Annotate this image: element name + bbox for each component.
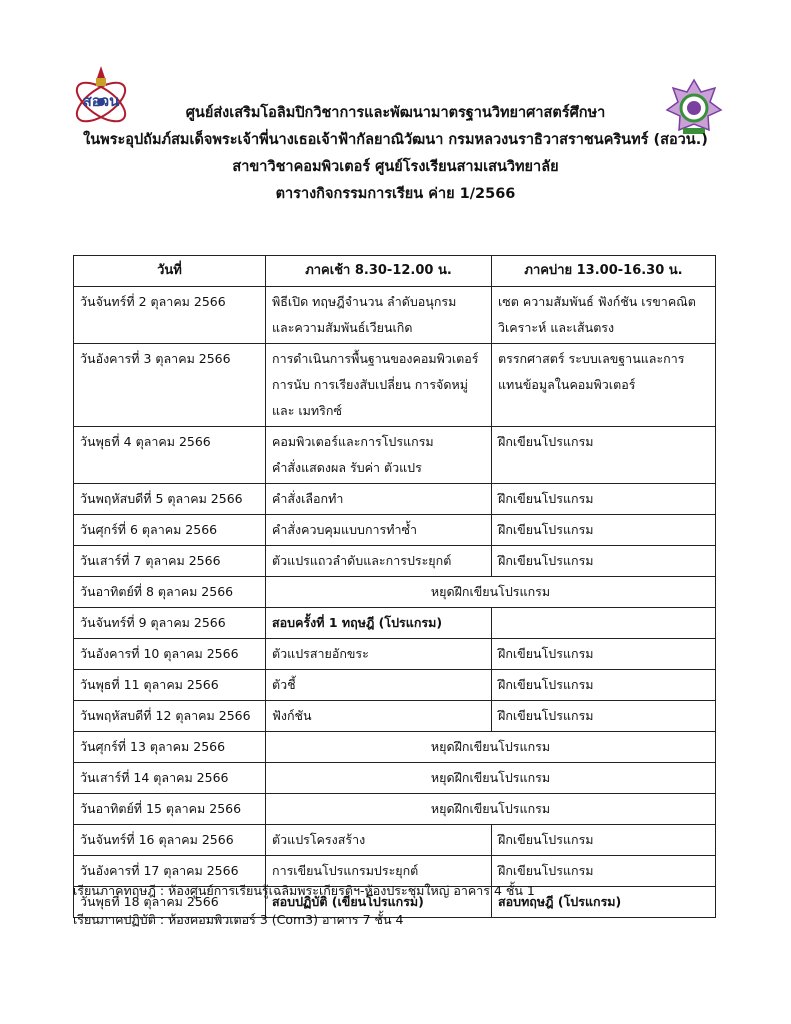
morning-cell — [266, 546, 492, 577]
date-cell: วันอาทิตย์ที่ 8 ตุลาคม 2566 — [74, 577, 266, 608]
afternoon-line: ฝึกเขียนโปรแกรม — [498, 646, 594, 661]
morning-cell — [266, 484, 492, 515]
table-row — [74, 670, 716, 701]
table-row — [74, 701, 716, 732]
afternoon-line: ฝึกเขียนโปรแกรม — [498, 677, 594, 692]
date-cell: วันพฤหัสบดีที่ 5 ตุลาคม 2566 — [74, 484, 266, 515]
table-row — [74, 344, 716, 427]
column-header-afternoon: ภาคบ่าย 13.00-16.30 น. — [492, 256, 716, 287]
morning-line: การดำเนินการพื้นฐานของคอมพิวเตอร์ — [272, 351, 479, 366]
table-row — [74, 732, 716, 763]
afternoon-cell — [492, 515, 716, 546]
date-cell: วันอังคารที่ 3 ตุลาคม 2566 — [74, 344, 266, 427]
morning-cell — [266, 427, 492, 484]
morning-cell — [266, 608, 492, 639]
afternoon-cell — [492, 344, 716, 427]
afternoon-cell — [492, 639, 716, 670]
table-row — [74, 825, 716, 856]
afternoon-cell — [492, 287, 716, 344]
header-line-4: ตารางกิจกรรมการเรียน ค่าย 1/2566 — [275, 186, 516, 202]
date-cell: วันอังคารที่ 17 ตุลาคม 2566 — [74, 856, 266, 887]
afternoon-cell — [492, 670, 716, 701]
morning-line: ตัวชี้ — [272, 677, 296, 692]
morning-line: ตัวแปรแถวลำดับและการประยุกต์ — [272, 553, 452, 568]
afternoon-line: สอบทฤษฎี (โปรแกรม) — [498, 894, 622, 909]
afternoon-line: วิเคราะห์ และเส้นตรง — [498, 320, 615, 335]
full-day-cell: หยุดฝึกเขียนโปรแกรม — [266, 763, 716, 794]
table-row — [74, 577, 716, 608]
morning-line: คำสั่งเลือกทำ — [272, 491, 344, 506]
schedule-table — [73, 255, 716, 918]
column-header-date: วันที่ — [74, 256, 266, 287]
full-day-cell: หยุดฝึกเขียนโปรแกรม — [266, 732, 716, 763]
afternoon-cell — [492, 825, 716, 856]
date-cell: วันศุกร์ที่ 6 ตุลาคม 2566 — [74, 515, 266, 546]
practice-location-note: เรียนภาคปฏิบัติ : ห้องคอมพิวเตอร์ 3 (Com3) อาคาร 7 ชั้น 4 — [73, 912, 404, 927]
afternoon-line: ฝึกเขียนโปรแกรม — [498, 708, 594, 723]
column-header-morning: ภาคเช้า 8.30-12.00 น. — [266, 256, 492, 287]
full-day-cell: หยุดฝึกเขียนโปรแกรม — [266, 577, 716, 608]
afternoon-line: ฝึกเขียนโปรแกรม — [498, 832, 594, 847]
morning-line: การนับ การเรียงสับเปลี่ยน การจัดหมู่ — [272, 377, 468, 392]
morning-cell — [266, 670, 492, 701]
theory-location-note: เรียนภาคทฤษฎี : ห้องศูนย์การเรียนรู้เฉลิมพระเกียรติฯ-ห้องประชุมใหญ่ อาคาร 4 ชั้น 1 — [73, 883, 535, 898]
morning-line: คำสั่งแสดงผล รับค่า ตัวแปร — [272, 460, 422, 475]
afternoon-cell — [492, 484, 716, 515]
morning-cell — [266, 701, 492, 732]
afternoon-line — [498, 610, 709, 636]
date-cell: วันศุกร์ที่ 13 ตุลาคม 2566 — [74, 732, 266, 763]
morning-line: และความสัมพันธ์เวียนเกิด — [272, 320, 413, 335]
table-row — [74, 794, 716, 825]
table-row — [74, 608, 716, 639]
table-row — [74, 484, 716, 515]
morning-line: ฟังก์ชัน — [272, 708, 312, 723]
table-header-row — [74, 256, 716, 287]
afternoon-cell — [492, 608, 716, 639]
table-row — [74, 515, 716, 546]
morning-cell — [266, 344, 492, 427]
document-header — [0, 100, 791, 208]
morning-line: สอบครั้งที่ 1 ทฤษฎี (โปรแกรม) — [272, 615, 443, 630]
morning-line: คอมพิวเตอร์และการโปรแกรม — [272, 434, 434, 449]
morning-line: พิธีเปิด ทฤษฎีจำนวน ลำดับอนุกรม — [272, 294, 457, 309]
morning-cell — [266, 825, 492, 856]
date-cell: วันอังคารที่ 10 ตุลาคม 2566 — [74, 639, 266, 670]
morning-line: การเขียนโปรแกรมประยุกต์ — [272, 863, 419, 878]
afternoon-line: ฝึกเขียนโปรแกรม — [498, 491, 594, 506]
date-cell: วันจันทร์ที่ 2 ตุลาคม 2566 — [74, 287, 266, 344]
date-cell: วันจันทร์ที่ 16 ตุลาคม 2566 — [74, 825, 266, 856]
date-cell: วันพุธที่ 4 ตุลาคม 2566 — [74, 427, 266, 484]
date-cell: วันพุธที่ 11 ตุลาคม 2566 — [74, 670, 266, 701]
date-cell: วันพฤหัสบดีที่ 12 ตุลาคม 2566 — [74, 701, 266, 732]
date-cell: วันจันทร์ที่ 9 ตุลาคม 2566 — [74, 608, 266, 639]
afternoon-cell — [492, 427, 716, 484]
afternoon-line: ฝึกเขียนโปรแกรม — [498, 434, 594, 449]
morning-line: ตัวแปรโครงสร้าง — [272, 832, 366, 847]
afternoon-cell — [492, 546, 716, 577]
date-cell: วันพุธที่ 18 ตุลาคม 2566 — [74, 887, 266, 918]
header-line-1: ศูนย์ส่งเสริมโอลิมปิกวิชาการและพัฒนามาตรฐานวิทยาศาสตร์ศึกษา — [185, 105, 606, 121]
morning-cell — [266, 515, 492, 546]
morning-line: คำสั่งควบคุมแบบการทำซ้ำ — [272, 522, 418, 537]
posn-logo-text: สอวน — [82, 92, 120, 110]
morning-line: สอบปฏิบัติ (เขียนโปรแกรม) — [272, 894, 424, 909]
afternoon-line: ฝึกเขียนโปรแกรม — [498, 863, 594, 878]
morning-cell — [266, 639, 492, 670]
full-day-cell: หยุดฝึกเขียนโปรแกรม — [266, 794, 716, 825]
date-cell: วันเสาร์ที่ 7 ตุลาคม 2566 — [74, 546, 266, 577]
schedule-body — [74, 287, 716, 918]
date-cell: วันเสาร์ที่ 14 ตุลาคม 2566 — [74, 763, 266, 794]
afternoon-line: ฝึกเขียนโปรแกรม — [498, 522, 594, 537]
afternoon-cell — [492, 701, 716, 732]
morning-line: และ เมทริกซ์ — [272, 403, 342, 418]
table-row — [74, 639, 716, 670]
afternoon-line: ฝึกเขียนโปรแกรม — [498, 553, 594, 568]
header-line-3: สาขาวิชาคอมพิวเตอร์ ศูนย์โรงเรียนสามเสนวิทยาลัย — [232, 159, 559, 175]
table-row — [74, 287, 716, 344]
morning-cell — [266, 287, 492, 344]
header-line-2: ในพระอุปถัมภ์สมเด็จพระเจ้าพี่นางเธอเจ้าฟ้ากัลยาณิวัฒนา กรมหลวงนราธิวาสราชนครินทร์ (สอวน.) — [83, 132, 708, 148]
afternoon-line: เซต ความสัมพันธ์ ฟังก์ชัน เรขาคณิต — [498, 294, 696, 309]
location-notes — [73, 876, 535, 934]
date-cell: วันอาทิตย์ที่ 15 ตุลาคม 2566 — [74, 794, 266, 825]
afternoon-line: ตรรกศาสตร์ ระบบเลขฐานและการ — [498, 351, 685, 366]
table-row — [74, 546, 716, 577]
table-row — [74, 763, 716, 794]
table-row — [74, 427, 716, 484]
morning-line: ตัวแปรสายอักขระ — [272, 646, 369, 661]
afternoon-line: แทนข้อมูลในคอมพิวเตอร์ — [498, 377, 636, 392]
